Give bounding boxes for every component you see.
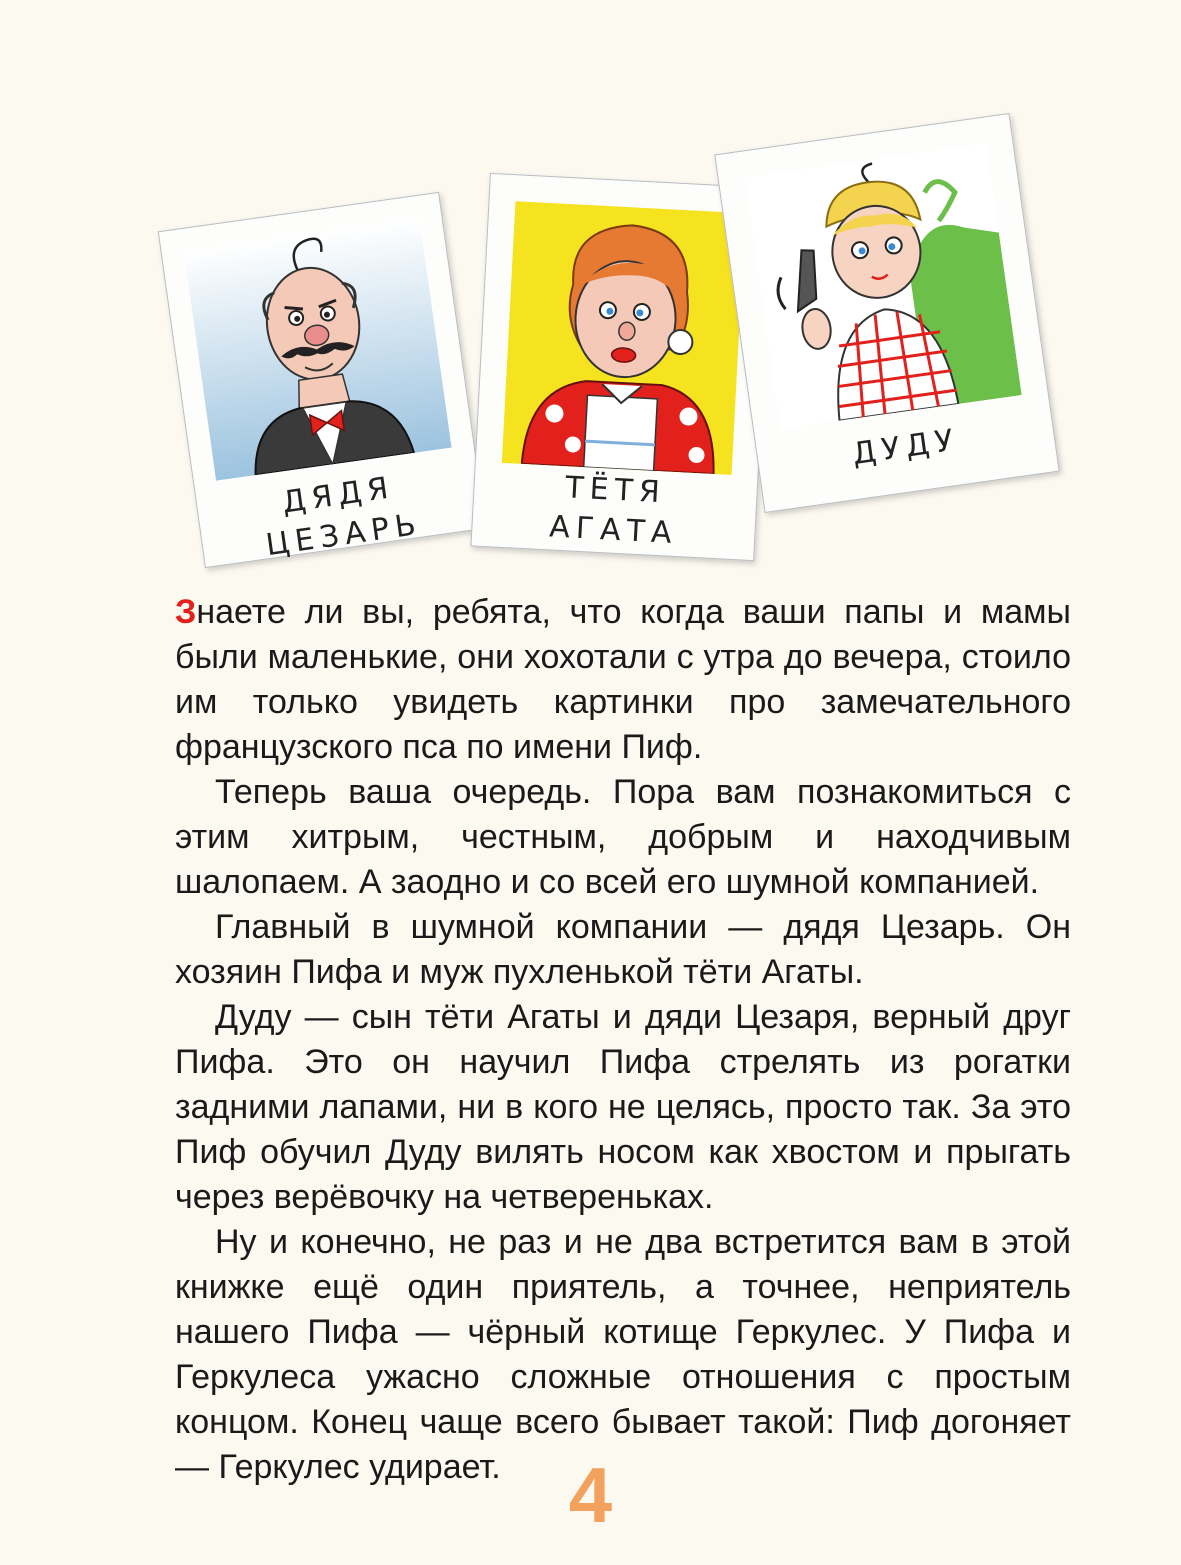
paragraph-1 [175, 590, 1071, 770]
paragraph-5: Ну и конечно, не раз и не два встретится вам в этой книжке ещё один приятель, а точнее, неприятель нашего Пифа — чёрный котище Геркулес. У Пифа и Геркулеса ужасно сложные отношения с простым концом. Конец чаще всего бывает такой: Пиф догоняет — Геркулес удирает. [175, 1223, 1071, 1486]
card-aunt-agata-caption [472, 463, 758, 558]
card-dudu-caption-line1: ДУДУ [850, 422, 962, 472]
paragraph-2: Теперь ваша очередь. Пора вам познакомиться с этим хитрым, честным, добрым и находчивым шалопаем. А заодно и со всей его шумной компанией. [175, 773, 1071, 901]
card-aunt-agata-caption-line2: АГАТА [548, 509, 679, 552]
illustration-cards [0, 0, 1181, 580]
card-dudu [714, 113, 1059, 513]
intro-text [175, 590, 1071, 1490]
aunt-agata-portrait [502, 201, 745, 475]
uncle-cesar-portrait [184, 218, 452, 481]
card-uncle-cesar-caption-line1: ДЯДЯ [280, 470, 397, 521]
paragraph-1-text: наете ли вы, ребята, что когда ваши папы и мамы были маленькие, они хохотали с утра до вечера, стоило им только увидеть картинки про замечательного французского пса по имени Пиф. [175, 593, 1071, 766]
paragraph-3: Главный в шумной компании — дядя Цезарь. Он хозяин Пифа и муж пухленькой тёти Агаты. [175, 908, 1071, 991]
drop-cap: З [175, 593, 197, 631]
card-aunt-agata-caption-line1: ТЁТЯ [564, 470, 667, 511]
dudu-portrait [745, 144, 1022, 429]
card-uncle-cesar [158, 192, 487, 568]
card-uncle-cesar-caption-line2: ЦЕЗАРЬ [263, 506, 424, 564]
page-number: 4 [568, 1451, 613, 1539]
paragraph-4: Дуду — сын тёти Агаты и дяди Цезаря, верный друг Пифа. Это он научил Пифа стрелять из рогатки задними лапами, ни в кого не целясь, просто так. За это Пиф обучил Дуду вилять носом как хвостом и прыгать через верёвочку на четвереньках. [175, 998, 1071, 1216]
